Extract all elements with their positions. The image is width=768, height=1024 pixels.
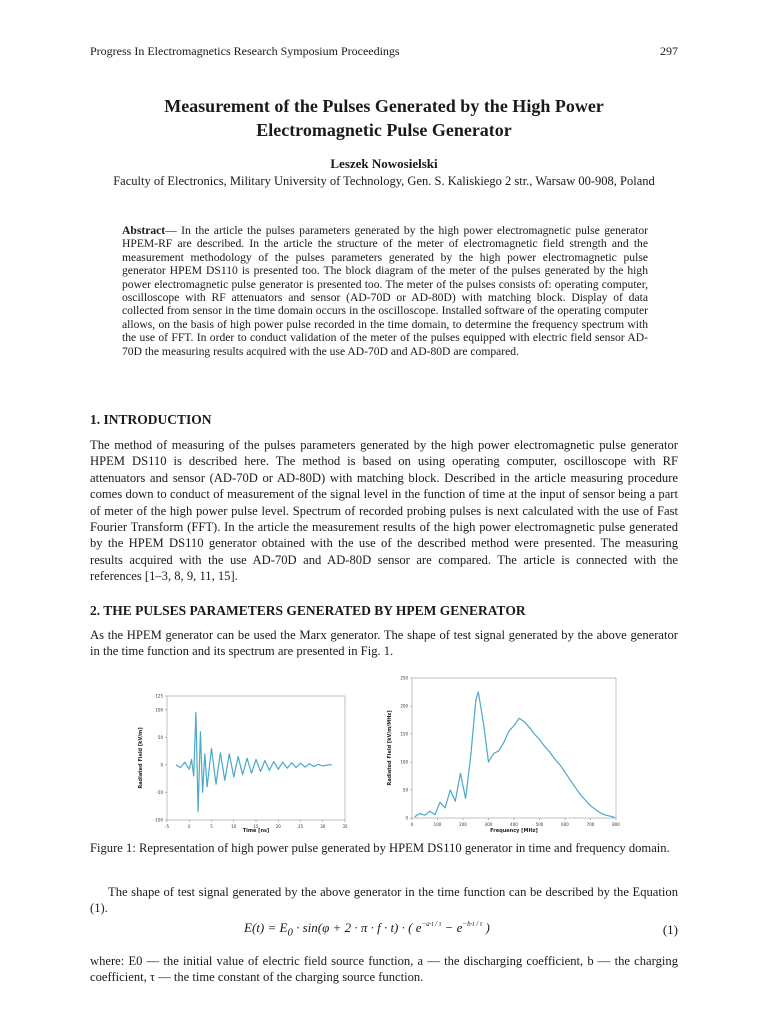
y-tick-label: -100 [153, 817, 163, 823]
y-tick-label: 200 [400, 703, 408, 709]
series-line [176, 713, 332, 812]
x-tick-label: 0 [410, 822, 414, 827]
x-tick-label: 5 [210, 824, 213, 829]
x-tick-label: 700 [586, 822, 595, 827]
journal-name: Progress In Electromagnetics Research Symposium Proceedings [90, 44, 400, 58]
y-tick-label: 125 [155, 693, 163, 699]
eq-minus: − e [441, 920, 463, 935]
x-tick-label: 20 [275, 824, 281, 829]
abstract [122, 224, 648, 358]
series-line [415, 692, 615, 817]
x-tick-label: -5 [165, 824, 169, 829]
title-line-1: Measurement of the Pulses Generated by the High Power [164, 96, 604, 116]
eq-sub0: 0 [287, 926, 293, 939]
y-tick-label: 0 [160, 762, 163, 768]
y-tick-label: -50 [156, 789, 163, 795]
eq-mid: · sin(φ + 2 · π · f · t) · ( e [292, 920, 422, 935]
eq-lhs: E(t) = E [244, 920, 288, 935]
author-affiliation: Faculty of Electronics, Military University of Technology, Gen. S. Kaliskiego 2 str., Warsaw 00-908, Poland [113, 174, 655, 188]
eq-close: ) [482, 920, 490, 935]
section2-paragraph: As the HPEM generator can be used the Marx generator. The shape of test signal generated by the above generator in the time function and its spectrum are presented in Fig. 1. [90, 628, 678, 659]
x-tick-label: 100 [433, 822, 442, 827]
equation-variables-paragraph: where: E0 — the initial value of electric field source function, a — the discharging coefficient, b — the charging coefficient, τ — the time constant of the charging source function. [90, 954, 678, 985]
x-tick-label: 35 [342, 824, 348, 829]
x-tick-label: 600 [561, 822, 569, 827]
page-number: 297 [660, 44, 678, 58]
title-line-2: Electromagnetic Pulse Generator [256, 120, 512, 140]
section-heading-pulses: 2. THE PULSES PARAMETERS GENERATED BY HPEM GENERATOR [90, 603, 526, 618]
y-axis-label: Radiated Field [kV/m] [138, 727, 144, 789]
equation-1 [90, 918, 678, 944]
equation-number: (1) [662, 922, 678, 937]
y-tick-label: 100 [155, 707, 163, 713]
equation-formula [244, 920, 490, 939]
y-axis-label: Radiated Field [kV/m/MHz] [387, 710, 393, 786]
frequency-domain-chart-svg [386, 672, 624, 834]
abstract-label: Abstract [122, 224, 166, 237]
y-tick-label: 50 [402, 787, 408, 793]
introduction-paragraph: The method of measuring of the pulses parameters generated by the high power electromagnetic pulse generator HPEM DS110 is described here. The method is based on using operating computer, oscilloscope with RF attenuators and sensor (AD-70D or AD-80D) with matching block. Described in the article measuring procedure comes down to conduct of measurement of the signal level in the function of time at the input of sensor being a part of meter of the high power pulse level. Spectrum of recorded probing pulses is next calculated with the use of Fast Fourier Transform (FFT). In the article the measurement results of the high power electromagnetic pulse generated by the HPEM DS110 generator obtained with the use of the described method were presented. The measuring results acquired with the use AD-70D and AD-80D sensor are compared. The article is connected with the references [1–3, 8, 9, 11, 15]. [90, 438, 678, 584]
running-head [90, 44, 678, 62]
x-tick-label: 30 [320, 824, 326, 829]
x-tick-label: 15 [253, 824, 259, 829]
equation-intro-paragraph: The shape of test signal generated by the above generator in the time function can be described by the Equation (1). [90, 885, 678, 916]
author-name: Leszek Nowosielski [330, 156, 438, 171]
time-domain-chart [137, 688, 353, 834]
paper-title [60, 94, 708, 142]
x-tick-label: 0 [187, 824, 191, 829]
y-tick-label: 0 [405, 815, 408, 821]
x-tick-label: 400 [510, 822, 518, 827]
x-tick-label: 800 [612, 822, 620, 827]
x-tick-label: 200 [459, 822, 467, 827]
x-axis-label: Frequency [MHz] [490, 828, 538, 834]
plot-frame [167, 696, 345, 820]
y-tick-label: 50 [157, 734, 163, 740]
y-tick-label: 250 [400, 675, 408, 681]
x-tick-label: 500 [535, 822, 544, 827]
x-tick-label: 10 [231, 824, 237, 829]
x-tick-label: 300 [484, 822, 493, 827]
figure-caption: Figure 1: Representation of high power pulse generated by HPEM DS110 generator in time and frequency domain. [90, 841, 670, 855]
time-domain-chart-svg [137, 688, 353, 834]
eq-exp2: −b·t / τ [462, 920, 483, 928]
y-tick-label: 100 [400, 759, 408, 765]
x-axis-label: Time [ns] [242, 828, 270, 834]
frequency-domain-chart [386, 672, 624, 834]
x-tick-label: 25 [297, 824, 304, 829]
plot-frame [412, 678, 616, 818]
eq-exp1: −a·t / τ [421, 920, 442, 928]
abstract-text: — In the article the pulses parameters generated by the high power electromagnetic pulse generator HPEM-RF are described. In the article the structure of the meter of electromagnetic field strength and the measurement methodology of the pulses parameters generated by the high power electromagnetic pulse generator HPEM DS110 is presented too. The block diagram of the meter of the pulses generated by the high power electromagnetic pulse generator is presented too. The meter of the pulses consists of: operating computer, oscilloscope with RF attenuators and sensor (AD-70D or AD-80D) with matching block. Display of data collected from sensor in the time domain occurs in the oscilloscope. Installed software of the operating computer allows, on the basis of high power pulse recorded in the time domain, to determine the frequency spectrum with the use of FFT. In order to conduct validation of the meter of the pulses equipped with electric field sensor AD-70D the measuring results acquired with the use AD-70D and AD-80D are compared. [122, 224, 648, 358]
y-tick-label: 150 [400, 731, 408, 737]
section-heading-introduction: 1. INTRODUCTION [90, 412, 212, 427]
